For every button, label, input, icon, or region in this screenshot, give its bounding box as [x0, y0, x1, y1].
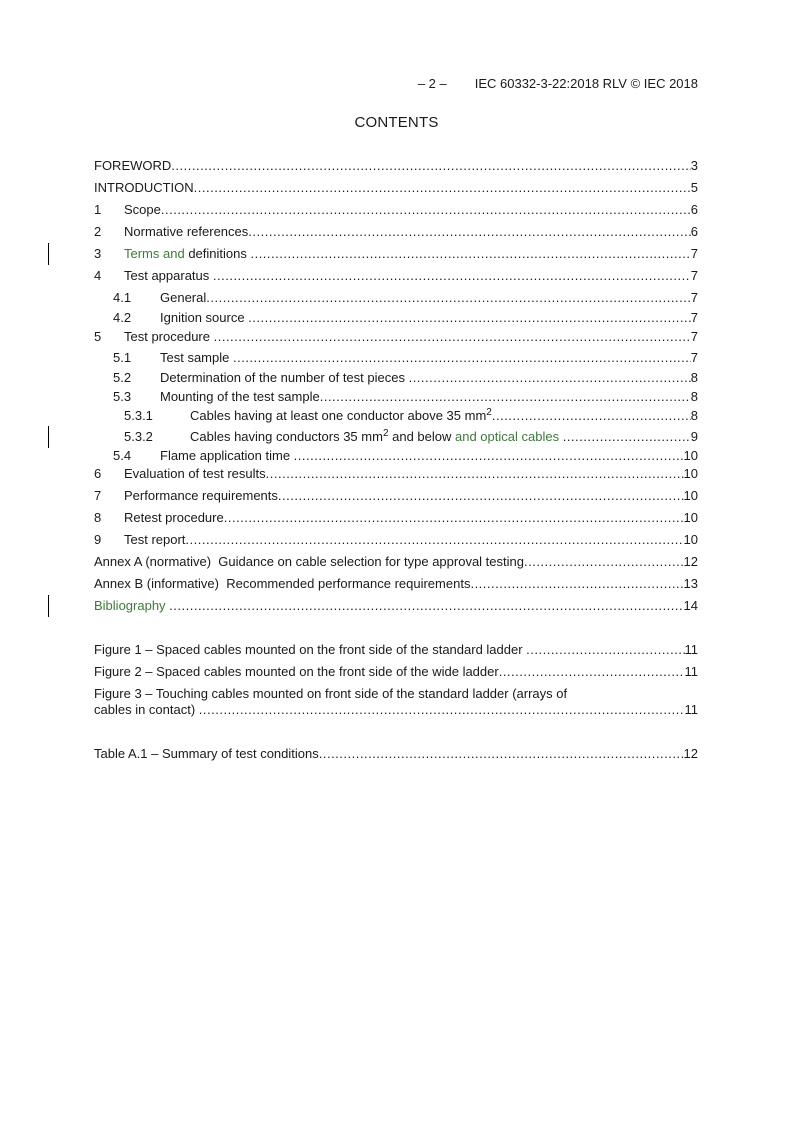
- page-number: – 2 –: [417, 76, 447, 91]
- figure-entry-2[interactable]: [94, 663, 698, 681]
- leader-dots: [224, 509, 684, 527]
- leader-dots: [213, 267, 691, 285]
- toc-entry-scope[interactable]: [94, 201, 698, 219]
- figure-label: Figure 2 – Spaced cables mounted on the front side of the wide ladder: [94, 664, 499, 679]
- leader-dots: [161, 201, 691, 219]
- toc-label: Annex A (normative) Guidance on cable selection for type approval testing: [94, 554, 524, 569]
- toc-page: 9: [690, 429, 698, 444]
- leader-dots: [499, 663, 685, 681]
- change-bar: [48, 426, 49, 448]
- toc-label: FOREWORD: [94, 158, 172, 173]
- toc-label: Test procedure: [124, 329, 214, 344]
- leader-dots: [278, 487, 684, 505]
- toc-number: 3: [94, 246, 102, 261]
- toc-entry-retest-procedure[interactable]: [94, 509, 698, 527]
- figure-page: 11: [684, 702, 698, 717]
- toc-label: Terms and definitions: [124, 246, 251, 261]
- toc-number: 8: [94, 510, 102, 525]
- toc-number: 5.4: [113, 448, 132, 463]
- toc-label: Ignition source: [160, 310, 249, 325]
- toc-page: 6: [690, 224, 698, 239]
- toc-entry-test-procedure[interactable]: [94, 328, 698, 346]
- toc-label: Annex B (informative) Recommended performance requirements: [94, 576, 471, 591]
- page-title: CONTENTS: [354, 114, 439, 131]
- toc-label: Retest procedure: [124, 510, 224, 525]
- toc-label: Performance requirements: [124, 488, 278, 503]
- toc-number: 5.3.2: [124, 429, 153, 444]
- toc-entry-normative-references[interactable]: [94, 223, 698, 241]
- toc-label: Scope: [124, 202, 161, 217]
- change-bar: [48, 595, 49, 617]
- leader-dots: [233, 349, 691, 367]
- toc-label: Cables having at least one conductor above 35 $mm^2$: [190, 407, 492, 423]
- toc-entry-cables-35-and-below[interactable]: [124, 428, 698, 446]
- leader-dots: [214, 328, 691, 346]
- figure-label: Figure 1 – Spaced cables mounted on the front side of the standard ladder: [94, 642, 527, 657]
- toc-entry-ignition-source[interactable]: [113, 309, 698, 327]
- leader-dots: [185, 531, 683, 549]
- toc-page: 14: [683, 598, 698, 613]
- figure-page: 11: [684, 664, 698, 679]
- toc-label: Flame application time: [160, 448, 294, 463]
- leader-dots: [319, 745, 684, 763]
- leader-dots: [206, 289, 691, 307]
- toc-entry-introduction[interactable]: [94, 179, 698, 197]
- toc-entry-foreword[interactable]: [94, 157, 698, 175]
- leader-dots: [194, 179, 691, 197]
- leader-dots: [294, 447, 684, 465]
- toc-page: 8: [690, 370, 698, 385]
- leader-dots: [563, 428, 691, 446]
- leader-dots: [524, 553, 684, 571]
- page-header: [0, 76, 698, 91]
- toc-entry-evaluation[interactable]: [94, 465, 698, 483]
- toc-page: 10: [683, 510, 698, 525]
- toc-entry-mounting[interactable]: [113, 388, 698, 406]
- toc-page: 12: [683, 554, 698, 569]
- toc-label: Normative references: [124, 224, 249, 239]
- toc-page: 13: [683, 576, 698, 591]
- toc-number: 4: [94, 268, 102, 283]
- toc-entry-annex-b[interactable]: [94, 575, 698, 593]
- toc-label: General: [160, 290, 207, 305]
- toc-label: Evaluation of test results: [124, 466, 266, 481]
- toc-page: 7: [690, 246, 698, 261]
- toc-label: Mounting of the test sample: [160, 389, 320, 404]
- leader-dots: [250, 245, 690, 263]
- toc-number: 5.3.1: [124, 408, 153, 423]
- table-page: 12: [683, 746, 698, 761]
- leader-dots: [526, 641, 684, 659]
- leader-dots: [266, 465, 684, 483]
- toc-entry-general[interactable]: [113, 289, 698, 307]
- toc-label: Test report: [124, 532, 186, 547]
- toc-entry-number-of-test-pieces[interactable]: [113, 369, 698, 387]
- toc-label: Determination of the number of test pieces: [160, 370, 409, 385]
- toc-number: 2: [94, 224, 102, 239]
- toc-page: 10: [683, 448, 698, 463]
- document-id: IEC 60332-3-22:2018 RLV © IEC 2018: [474, 76, 698, 91]
- leader-dots: [169, 597, 683, 615]
- toc-number: 5.2: [113, 370, 132, 385]
- toc-entry-test-apparatus[interactable]: [94, 267, 698, 285]
- toc-page: 6: [690, 202, 698, 217]
- toc-page: 5: [690, 180, 698, 195]
- toc-page: 10: [683, 488, 698, 503]
- toc-page: 7: [690, 310, 698, 325]
- toc-page: 7: [690, 268, 698, 283]
- toc-page: 10: [683, 532, 698, 547]
- table-entry-a1[interactable]: [94, 745, 698, 763]
- table-label: Table A.1 – Summary of test conditions: [94, 746, 319, 761]
- toc-entry-annex-a[interactable]: [94, 553, 698, 571]
- toc-entry-test-report[interactable]: [94, 531, 698, 549]
- toc-label: Test sample: [160, 350, 233, 365]
- toc-number: 5.3: [113, 389, 132, 404]
- added-text: Terms and: [124, 246, 185, 261]
- toc-entry-bibliography[interactable]: [94, 597, 698, 615]
- leader-dots: [492, 407, 691, 425]
- toc-page: 3: [690, 158, 698, 173]
- toc-label: Test apparatus: [124, 268, 213, 283]
- figure-label-line2: [94, 702, 698, 718]
- toc-page: 8: [690, 408, 698, 423]
- toc-entry-terms-definitions[interactable]: [94, 245, 698, 263]
- toc-page: 7: [690, 290, 698, 305]
- added-text: and optical cables: [455, 429, 560, 444]
- leader-dots: [248, 309, 691, 327]
- toc-page: 7: [690, 350, 698, 365]
- change-bar: [48, 243, 49, 265]
- toc-number: 9: [94, 532, 102, 547]
- toc-number: 4.2: [113, 310, 132, 325]
- figure-label: cables in contact): [94, 702, 199, 717]
- toc-number: 1: [94, 202, 102, 217]
- toc-label: Cables having conductors 35 $mm^2$ and below and optical cables: [190, 428, 560, 444]
- toc-page: 7: [690, 329, 698, 344]
- leader-dots: [320, 388, 691, 406]
- toc-number: 6: [94, 466, 102, 481]
- toc-number: 4.1: [113, 290, 132, 305]
- toc-number: 7: [94, 488, 102, 503]
- toc-entry-performance-requirements[interactable]: [94, 487, 698, 505]
- toc-number: 5.1: [113, 350, 132, 365]
- leader-dots: [409, 369, 691, 387]
- toc-label: INTRODUCTION: [94, 180, 194, 195]
- figure-page: 11: [684, 642, 698, 657]
- toc-page: 8: [690, 389, 698, 404]
- leader-dots: [171, 157, 690, 175]
- toc-entry-test-sample[interactable]: [113, 349, 698, 367]
- leader-dots: [248, 223, 690, 241]
- toc-page: 10: [683, 466, 698, 481]
- toc-number: 5: [94, 329, 102, 344]
- leader-dots: [470, 575, 683, 593]
- figure-entry-1[interactable]: [94, 641, 698, 659]
- figure-label-line1: Figure 3 – Touching cables mounted on front side of the standard ladder (arrays of: [94, 686, 568, 701]
- figure-entry-3[interactable]: [94, 686, 698, 718]
- toc-entry-flame-application-time[interactable]: [113, 447, 698, 465]
- toc-label: Bibliography: [94, 598, 170, 613]
- toc-entry-cables-above-35[interactable]: [124, 407, 698, 425]
- leader-dots: [199, 702, 685, 718]
